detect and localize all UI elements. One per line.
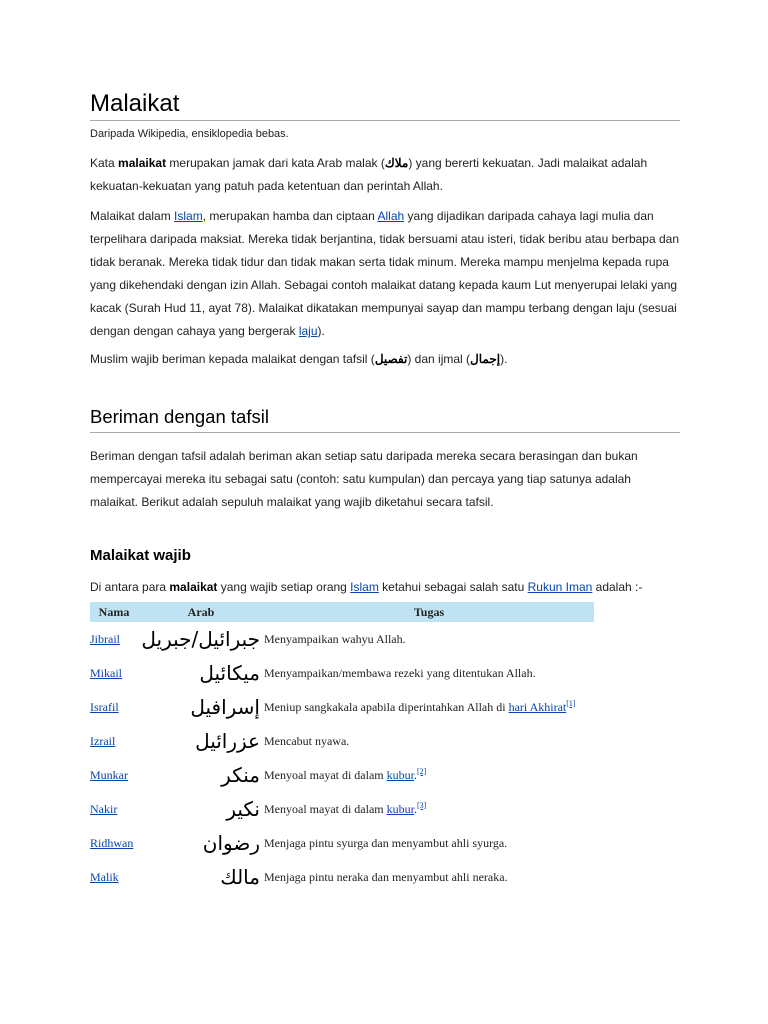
page-title: Malaikat	[90, 90, 680, 121]
section-heading-tafsil: Beriman dengan tafsil	[90, 404, 680, 433]
link-rukun-iman[interactable]: Rukun Iman	[527, 580, 593, 594]
site-subtitle: Daripada Wikipedia, ensiklopedia bebas.	[90, 128, 289, 140]
tugas-text: Menyoal mayat di dalam	[264, 801, 387, 816]
text: ) dan ijmal (	[407, 352, 471, 366]
table-row	[90, 724, 594, 758]
cell-nama	[90, 622, 138, 656]
link-allah[interactable]: Allah	[377, 209, 405, 223]
cell-nama	[90, 860, 138, 894]
malaikat-name-link[interactable]: Mikail	[90, 665, 122, 680]
table-row	[90, 656, 594, 690]
table-row	[90, 758, 594, 792]
text: adalah :-	[592, 580, 643, 594]
cell-tugas	[264, 758, 594, 792]
cell-arab: مالك	[220, 865, 260, 889]
table-row	[90, 792, 594, 826]
intro-paragraph-2	[90, 205, 680, 343]
text: ketahui sebagai salah satu	[378, 580, 528, 594]
text: Di antara para	[90, 580, 170, 594]
tugas-link[interactable]: hari Akhirat	[508, 699, 567, 714]
arabic-term: تفصيل	[374, 352, 408, 366]
reference-link[interactable]: [1]	[566, 698, 576, 708]
subsection-heading-malaikat-wajib: Malaikat wajib	[90, 547, 191, 564]
cell-arab: منكر	[221, 763, 260, 787]
malaikat-wajib-intro	[90, 576, 680, 599]
col-tugas: Tugas	[264, 602, 594, 622]
cell-arab: نكير	[226, 797, 260, 821]
cell-nama	[90, 826, 138, 860]
col-nama: Nama	[90, 602, 138, 622]
tugas-link[interactable]: kubur	[386, 767, 414, 782]
tugas-link[interactable]: kubur	[386, 801, 414, 816]
bold-term: malaikat	[118, 156, 167, 170]
cell-arab: عزرائيل	[195, 729, 260, 753]
cell-nama	[90, 792, 138, 826]
reference-link[interactable]: [3]	[416, 800, 427, 810]
cell-arab: إسرافيل	[190, 695, 260, 719]
tugas-text: Menyampaikan/membawa rezeki yang ditentukan Allah.	[264, 665, 536, 680]
table-header-row	[90, 602, 594, 622]
tugas-text: Mencabut nyawa.	[264, 733, 350, 748]
cell-nama	[90, 758, 138, 792]
text: merupakan jamak dari kata Arab malak (	[166, 156, 385, 170]
link-laju[interactable]: laju	[298, 324, 318, 338]
malaikat-name-link[interactable]: Izrail	[90, 733, 116, 748]
cell-nama	[90, 656, 138, 690]
tugas-text: Menjaga pintu neraka dan menyambut ahli neraka.	[264, 869, 508, 884]
cell-tugas	[264, 622, 594, 656]
arabic-term: ملاك	[384, 156, 409, 170]
table-row	[90, 860, 594, 894]
bold-term: malaikat	[169, 580, 218, 594]
text: ).	[500, 352, 508, 366]
tugas-text: Menyoal mayat di dalam	[264, 767, 387, 782]
table-row	[90, 690, 594, 724]
malaikat-name-link[interactable]: Nakir	[90, 801, 118, 816]
tugas-tail: .	[413, 801, 417, 816]
text: ) yang bererti kekuatan. Jadi malaikat adalah kekuatan-kekuatan yang patuh pada ketentuan dan perintah Allah.	[90, 156, 648, 193]
text: yang wajib setiap orang	[217, 580, 351, 594]
tugas-text: Meniup sangkakala apabila diperintahkan Allah di	[264, 699, 509, 714]
tugas-text: Menjaga pintu syurga dan menyambut ahli syurga.	[264, 835, 508, 850]
table-row	[90, 622, 594, 656]
cell-tugas	[264, 792, 594, 826]
col-arab: Arab	[138, 602, 264, 622]
cell-nama	[90, 690, 138, 724]
section-tafsil-text: Beriman dengan tafsil adalah beriman akan setiap satu daripada mereka secara berasingan dan bukan mempercayai mereka itu sebagai satu (contoh: satu kumpulan) dan percaya yang tiap satunya adalah malaikat. Berikut adalah sepuluh malaikat yang wajib diketahui secara tafsil.	[90, 449, 638, 509]
cell-arab: جبرائيل/جبريل	[141, 627, 260, 651]
malaikat-name-link[interactable]: Jibrail	[90, 631, 120, 646]
malaikat-name-link[interactable]: Munkar	[90, 767, 128, 782]
cell-tugas	[264, 826, 594, 860]
cell-tugas	[264, 690, 594, 724]
intro-paragraph-3	[90, 348, 680, 371]
tugas-tail: .	[413, 767, 417, 782]
arabic-term: إجمال	[470, 352, 501, 366]
malaikat-name-link[interactable]: Israfil	[90, 699, 119, 714]
malaikat-name-link[interactable]: Ridhwan	[90, 835, 134, 850]
cell-arab: ميكائيل	[199, 661, 260, 685]
cell-tugas	[264, 656, 594, 690]
link-islam[interactable]: Islam	[174, 209, 203, 223]
intro-paragraph-1	[90, 152, 680, 198]
reference-link[interactable]: [2]	[416, 766, 427, 776]
cell-tugas	[264, 860, 594, 894]
malaikat-name-link[interactable]: Malik	[90, 869, 119, 884]
text: , merupakan hamba dan ciptaan	[202, 209, 378, 223]
table-body	[90, 622, 594, 894]
text: Muslim wajib beriman kepada malaikat dengan tafsil (	[90, 352, 375, 366]
link-islam-2[interactable]: Islam	[350, 580, 379, 594]
tugas-text: Menyampaikan wahyu Allah.	[264, 631, 406, 646]
cell-nama	[90, 724, 138, 758]
text: Malaikat dalam	[90, 209, 175, 223]
text: Kata	[90, 156, 119, 170]
cell-tugas	[264, 724, 594, 758]
text: yang dijadikan daripada cahaya lagi mulia dan terpelihara daripada maksiat. Mereka tidak berjantina, tidak bersuami atau isteri, tidak beribu atau berbapa dan tidak beranak. Mereka tidak tidur dan tidak makan serta tidak minum. Mereka mampu menjelma kepada rupa yang dikehendaki dengan izin Allah. Sebagai contoh malaikat datang kepada kaum Lut menyerupai lelaki yang kacak (Surah Hud 11, ayat 78). Malaikat dikatakan mempunyai sayap dan mampu terbang dengan laju (sesuai dengan dengan cahaya yang bergerak	[90, 209, 680, 338]
cell-arab: رضوان	[202, 831, 260, 855]
malaikat-table	[90, 602, 594, 894]
text: ).	[317, 324, 325, 338]
table-row	[90, 826, 594, 860]
